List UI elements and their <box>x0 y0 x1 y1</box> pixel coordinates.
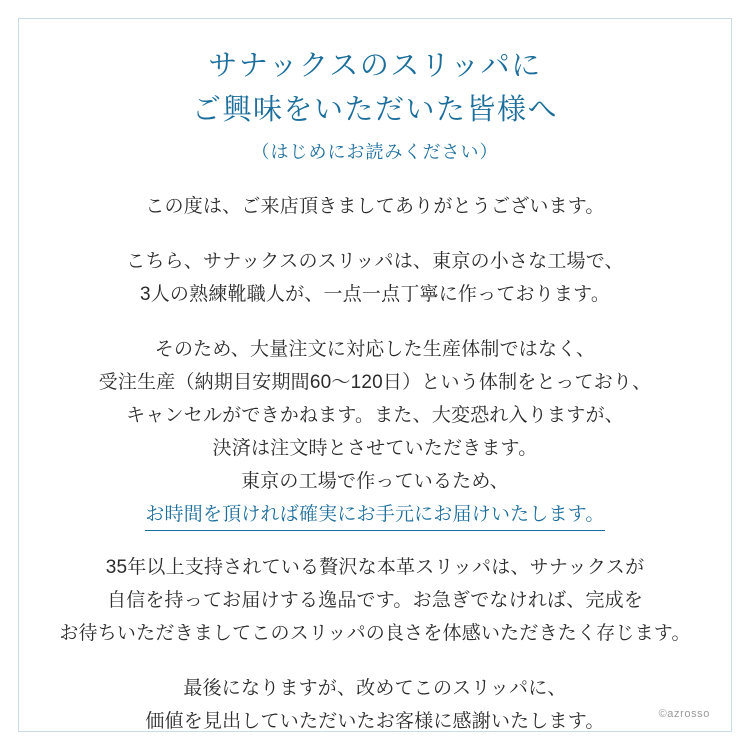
paragraph-greeting <box>36 190 714 223</box>
paragraph-craftsmanship <box>36 245 714 311</box>
highlighted-note-line <box>36 498 714 531</box>
copyright-credit: ©azrosso <box>658 708 710 720</box>
paragraph-line: 最後になりますが、改めてこのスリッパに、 <box>183 678 567 699</box>
page-title-line-2: ご興味をいただいた皆様へ <box>191 94 558 126</box>
paragraph-line: 価値を見出していただいたお客様に感謝いたします。 <box>145 711 605 732</box>
paragraph-line: こちら、サナックスのスリッパは、東京の小さな工場で、 <box>126 251 624 272</box>
paragraph-line: キャンセルができかねます。また、大変恐れ入りますが、 <box>126 405 624 426</box>
paragraph-line: この度は、ご来店頂きましてありがとうございます。 <box>145 196 605 217</box>
page-subtitle: （はじめにお読みください） <box>251 142 499 162</box>
paragraph-line: 3人の熟練靴職人が、一点一点丁寧に作っております。 <box>139 284 611 305</box>
page-title-line-1: サナックスのスリッパに <box>208 50 542 82</box>
paragraph-production-policy <box>36 333 714 531</box>
paragraph-quality <box>36 551 714 650</box>
paragraph-line: 35年以上支持されている贅沢な本革スリッパは、サナックスが <box>105 557 645 578</box>
paragraph-line: そのため、大量注文に対応した生産体制ではなく、 <box>154 339 596 360</box>
paragraph-closing <box>36 672 714 738</box>
body-text <box>36 190 714 738</box>
page-title <box>36 44 714 132</box>
paragraph-line: お待ちいただきましてこのスリッパの良さを体感いただきたく存じます。 <box>59 623 691 644</box>
paragraph-line: 受注生産（納期目安期間60〜120日）という体制をとっており、 <box>98 372 652 393</box>
paragraph-line: 自信を持ってお届けする逸品です。お急ぎでなければ、完成を <box>106 590 644 611</box>
paragraph-line: 決済は注文時とさせていただきます。 <box>212 438 538 459</box>
paragraph-line: 東京の工場で作っているため、 <box>240 471 510 492</box>
highlighted-note: お時間を頂ければ確実にお手元にお届けいたします。 <box>145 501 604 531</box>
